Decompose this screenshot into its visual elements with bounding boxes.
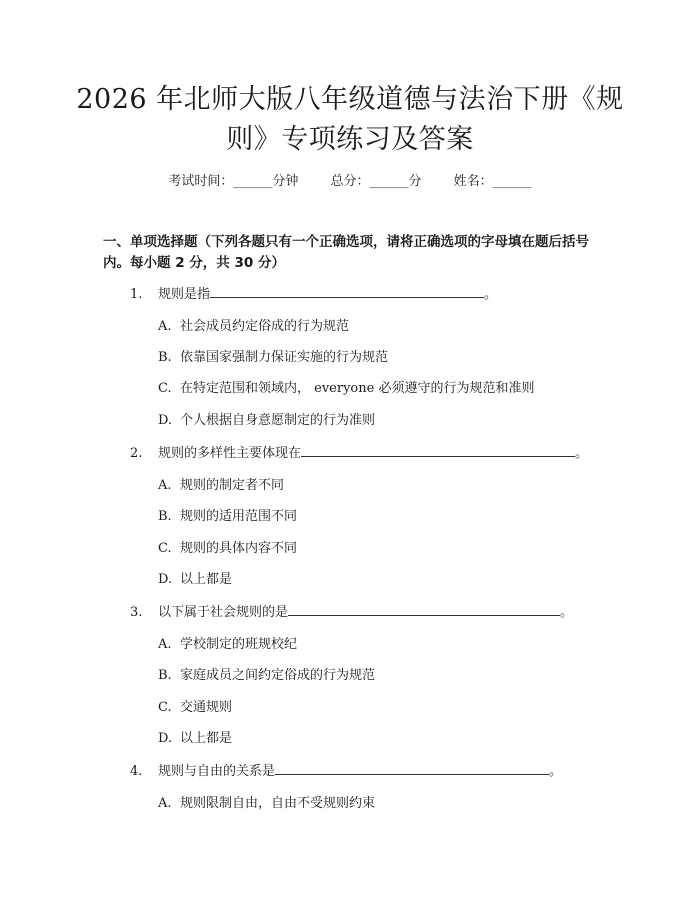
question-stem: 规则与自由的关系是 <box>158 764 276 779</box>
title-line-2: 则》专项练习及答案 <box>226 124 474 155</box>
option-2c <box>158 537 297 556</box>
option-3d <box>158 727 232 746</box>
answer-blank[interactable] <box>288 603 560 616</box>
option-letter: B. <box>158 668 172 683</box>
option-text: 规则的具体内容不同 <box>180 541 298 556</box>
option-letter: B. <box>158 350 172 365</box>
question-2 <box>130 442 588 461</box>
answer-blank[interactable] <box>210 285 484 298</box>
question-end: 。 <box>484 287 498 302</box>
option-letter: D. <box>158 413 173 428</box>
option-letter: C. <box>158 541 172 556</box>
question-number: 3. <box>130 605 143 620</box>
option-3a <box>158 633 297 652</box>
option-letter: A. <box>158 319 172 334</box>
question-number: 2. <box>130 446 143 461</box>
option-text: 个人根据自身意愿制定的行为准则 <box>180 413 376 428</box>
question-stem: 以下属于社会规则的是 <box>158 605 289 620</box>
question-end: 。 <box>560 605 574 620</box>
option-letter: C. <box>158 700 172 715</box>
option-letter: D. <box>158 572 173 587</box>
option-text: 以上都是 <box>180 572 233 587</box>
answer-blank[interactable] <box>275 762 549 775</box>
option-2b <box>158 505 297 524</box>
option-2a <box>158 474 284 493</box>
option-1a <box>158 315 349 334</box>
option-text: 社会成员约定俗成的行为规范 <box>180 319 350 334</box>
option-1b <box>158 346 388 365</box>
option-1d <box>158 409 375 428</box>
option-text: 在特定范围和领域内， everyone 必须遵守的行为规范和准则 <box>180 381 535 396</box>
section-heading: 一、单项选择题（下列各题只有一个正确选项，请将正确选项的字母填在题后括号内。每小题 2 分，共 30 分） <box>103 234 589 271</box>
option-letter: C. <box>158 381 172 396</box>
question-1 <box>130 283 497 302</box>
option-3c <box>158 696 232 715</box>
option-text: 规则限制自由，自由不受规则约束 <box>180 796 376 811</box>
option-text: 交通规则 <box>180 700 233 715</box>
option-letter: A. <box>158 796 172 811</box>
option-2d <box>158 568 232 587</box>
option-letter: D. <box>158 731 173 746</box>
option-letter: A. <box>158 478 172 493</box>
exam-name-field: 姓名：______ <box>453 174 532 189</box>
question-3 <box>130 601 573 620</box>
option-4a <box>158 792 375 811</box>
option-text: 规则的适用范围不同 <box>180 509 298 524</box>
option-text: 依靠国家强制力保证实施的行为规范 <box>180 350 389 365</box>
option-3b <box>158 664 375 683</box>
option-letter: B. <box>158 509 172 524</box>
exam-info-line <box>0 170 700 189</box>
title-line-1: 2026 年北师大版八年级道德与法治下册《规 <box>76 84 624 115</box>
question-end: 。 <box>549 764 563 779</box>
question-end: 。 <box>575 446 589 461</box>
option-text: 以上都是 <box>180 731 233 746</box>
option-1c <box>158 377 534 396</box>
question-number: 4. <box>130 764 143 779</box>
question-stem: 规则的多样性主要体现在 <box>158 446 302 461</box>
option-text: 规则的制定者不同 <box>180 478 285 493</box>
option-text: 学校制定的班规校纪 <box>180 637 298 652</box>
page-title <box>60 80 640 160</box>
question-number: 1. <box>130 287 143 302</box>
exam-total-score: 总分：______分 <box>330 174 422 189</box>
option-text: 家庭成员之间约定俗成的行为规范 <box>180 668 376 683</box>
answer-blank[interactable] <box>301 444 575 457</box>
question-4 <box>130 760 562 779</box>
option-letter: A. <box>158 637 172 652</box>
exam-time: 考试时间：______分钟 <box>168 174 299 189</box>
question-stem: 规则是指 <box>158 287 211 302</box>
